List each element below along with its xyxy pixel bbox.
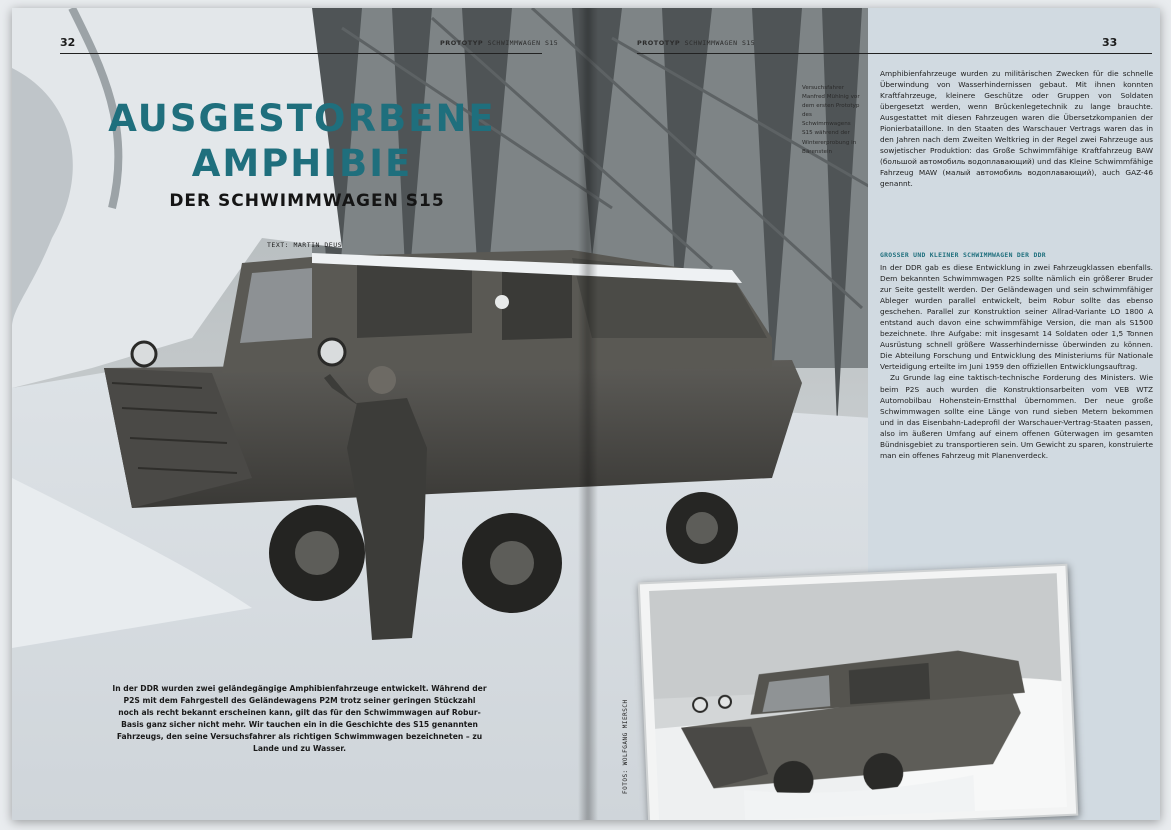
body-column-bottom [880,262,1153,461]
running-head-topic: SCHWIMMWAGEN S15 [487,39,559,47]
inset-photo-amphibian-in-snow [635,561,1082,820]
intro-paragraph: In der DDR wurden zwei geländegängige Amphibienfahrzeuge entwickelt. Während der P2S mit dem Fahrgestell des Geländewagens P2M trotz seiner geringen Stückzahl noch als recht bekannt erscheinen kann, gilt das für den Schwimmwagen auf Robur-Basis ganz sicher nicht mehr. Wir tauchen ein in die Geschichte des S15 genannten Fahrzeugs, den seine Versuchsfahrer als richtigen Schwimmwagen bezeichneten – zu Lande und zu Wasser. [112,684,487,753]
page-number-left: 32 [60,36,76,49]
photo-credit-text: FOTOS: WOLFGANG MIERSCH [622,699,629,794]
section-subhead: GROSSER UND KLEINER SCHWIMMWAGEN DER DDR [880,251,1046,259]
body-column-top [880,68,1153,190]
page-number-right: 33 [1102,36,1118,49]
page-gutter [578,8,598,820]
running-head-left [440,39,558,47]
photo-caption: Versuchsfahrer Manfred Mühlnig vor dem ersten Prototyp des Schwimmwagens S15 während der Wintererprobung in Bärenstein [802,85,860,155]
running-head-right [637,39,755,47]
body-paragraph-3: Zu Grunde lag eine taktisch-technische Forderung des Ministers. Wie beim P2S auch wurden die Konstruktionsarbeiten vom VEB WTZ Automobilbau Hohenstein-Ernstthal übernommen. Der neue große Schwimmwagen sollte eine Länge von rund sieben Metern bekommen und in das Eisenbahn-Ladeprofil der Warschauer-Vertrag-Staaten passen, also im äußeren Umfang auf einem offenen Güterwagen im gesamten Bündnisgebiet zu transportieren sein. Um Gewicht zu sparen, konstruierte man ein offenes Fahrzeug mit Planenverdeck. [880,373,1153,460]
running-head-label: PROTOTYP [440,39,484,47]
header-rule-left [60,53,542,54]
running-head-label: PROTOTYP [637,39,681,47]
magazine-spread [12,8,1160,820]
author-byline: TEXT: MARTIN DEUS [267,241,343,249]
title-line-2: AMPHIBIE [191,142,413,185]
title-line-1: AUSGESTORBENE [108,97,496,140]
article-title [72,96,532,186]
body-paragraph-2: In der DDR gab es diese Entwicklung in zwei Fahrzeugklassen ebenfalls. Dem bekannten Schwimmwagen P2S sollte nämlich ein größerer Bruder zur Seite gestellt werden. Der Geländewagen und sein schwimmfähiger Ableger wurden parallel entwickelt, beim Robur sollte das ebenso geschehen. Parallel zur Konstruktion seiner Allrad-Variante LO 1800 A entstand auch davon eine schwimmfähige Version, die man als S1500 bezeichnete. Ihre Aufgabe: mit insgesamt 14 Soldaten oder 1,5 Tonnen Ausrüstung schnell größere Wasserhindernisse überwinden zu können. Die Abteilung Forschung und Entwicklung des Ministeriums für Nationale Verteidigung erteilte im Juni 1959 den offiziellen Entwicklungsauftrag. [880,263,1153,372]
inset-photo [635,561,1082,820]
article-subtitle: DER SCHWIMMWAGEN S15 [169,191,445,211]
photo-credit [622,694,634,794]
body-paragraph-1: Amphibienfahrzeuge wurden zu militärischen Zwecken für die schnelle Überwindung von Wasserhindernissen gebaut. Mit ihnen konnten Kraftfahrzeuge, kleinere Geschütze oder Gruppen von Soldaten übergesetzt werden, wenn Brückenlegetechnik zu lange brauchte. Ausgestattet mit diesen Fahrzeugen waren die Übersetzkompanien der Pionierbataillone. In den Staaten des Warschauer Vertrags waren das in den Jahren nach dem Zweiten Weltkrieg in der Regel zwei Fahrzeuge aus sowjetischer Produktion: das Große Schwimmfähige Kraftfahrzeug BAW (большой автомобиль водоплавающий) und das Kleine Schwimmfähige Fahrzeug MAW (малый автомобиль водоплавающий), auch GAZ-46 genannt. [880,69,1153,189]
running-head-topic: SCHWIMMWAGEN S15 [684,39,756,47]
header-rule-right [637,53,1152,54]
